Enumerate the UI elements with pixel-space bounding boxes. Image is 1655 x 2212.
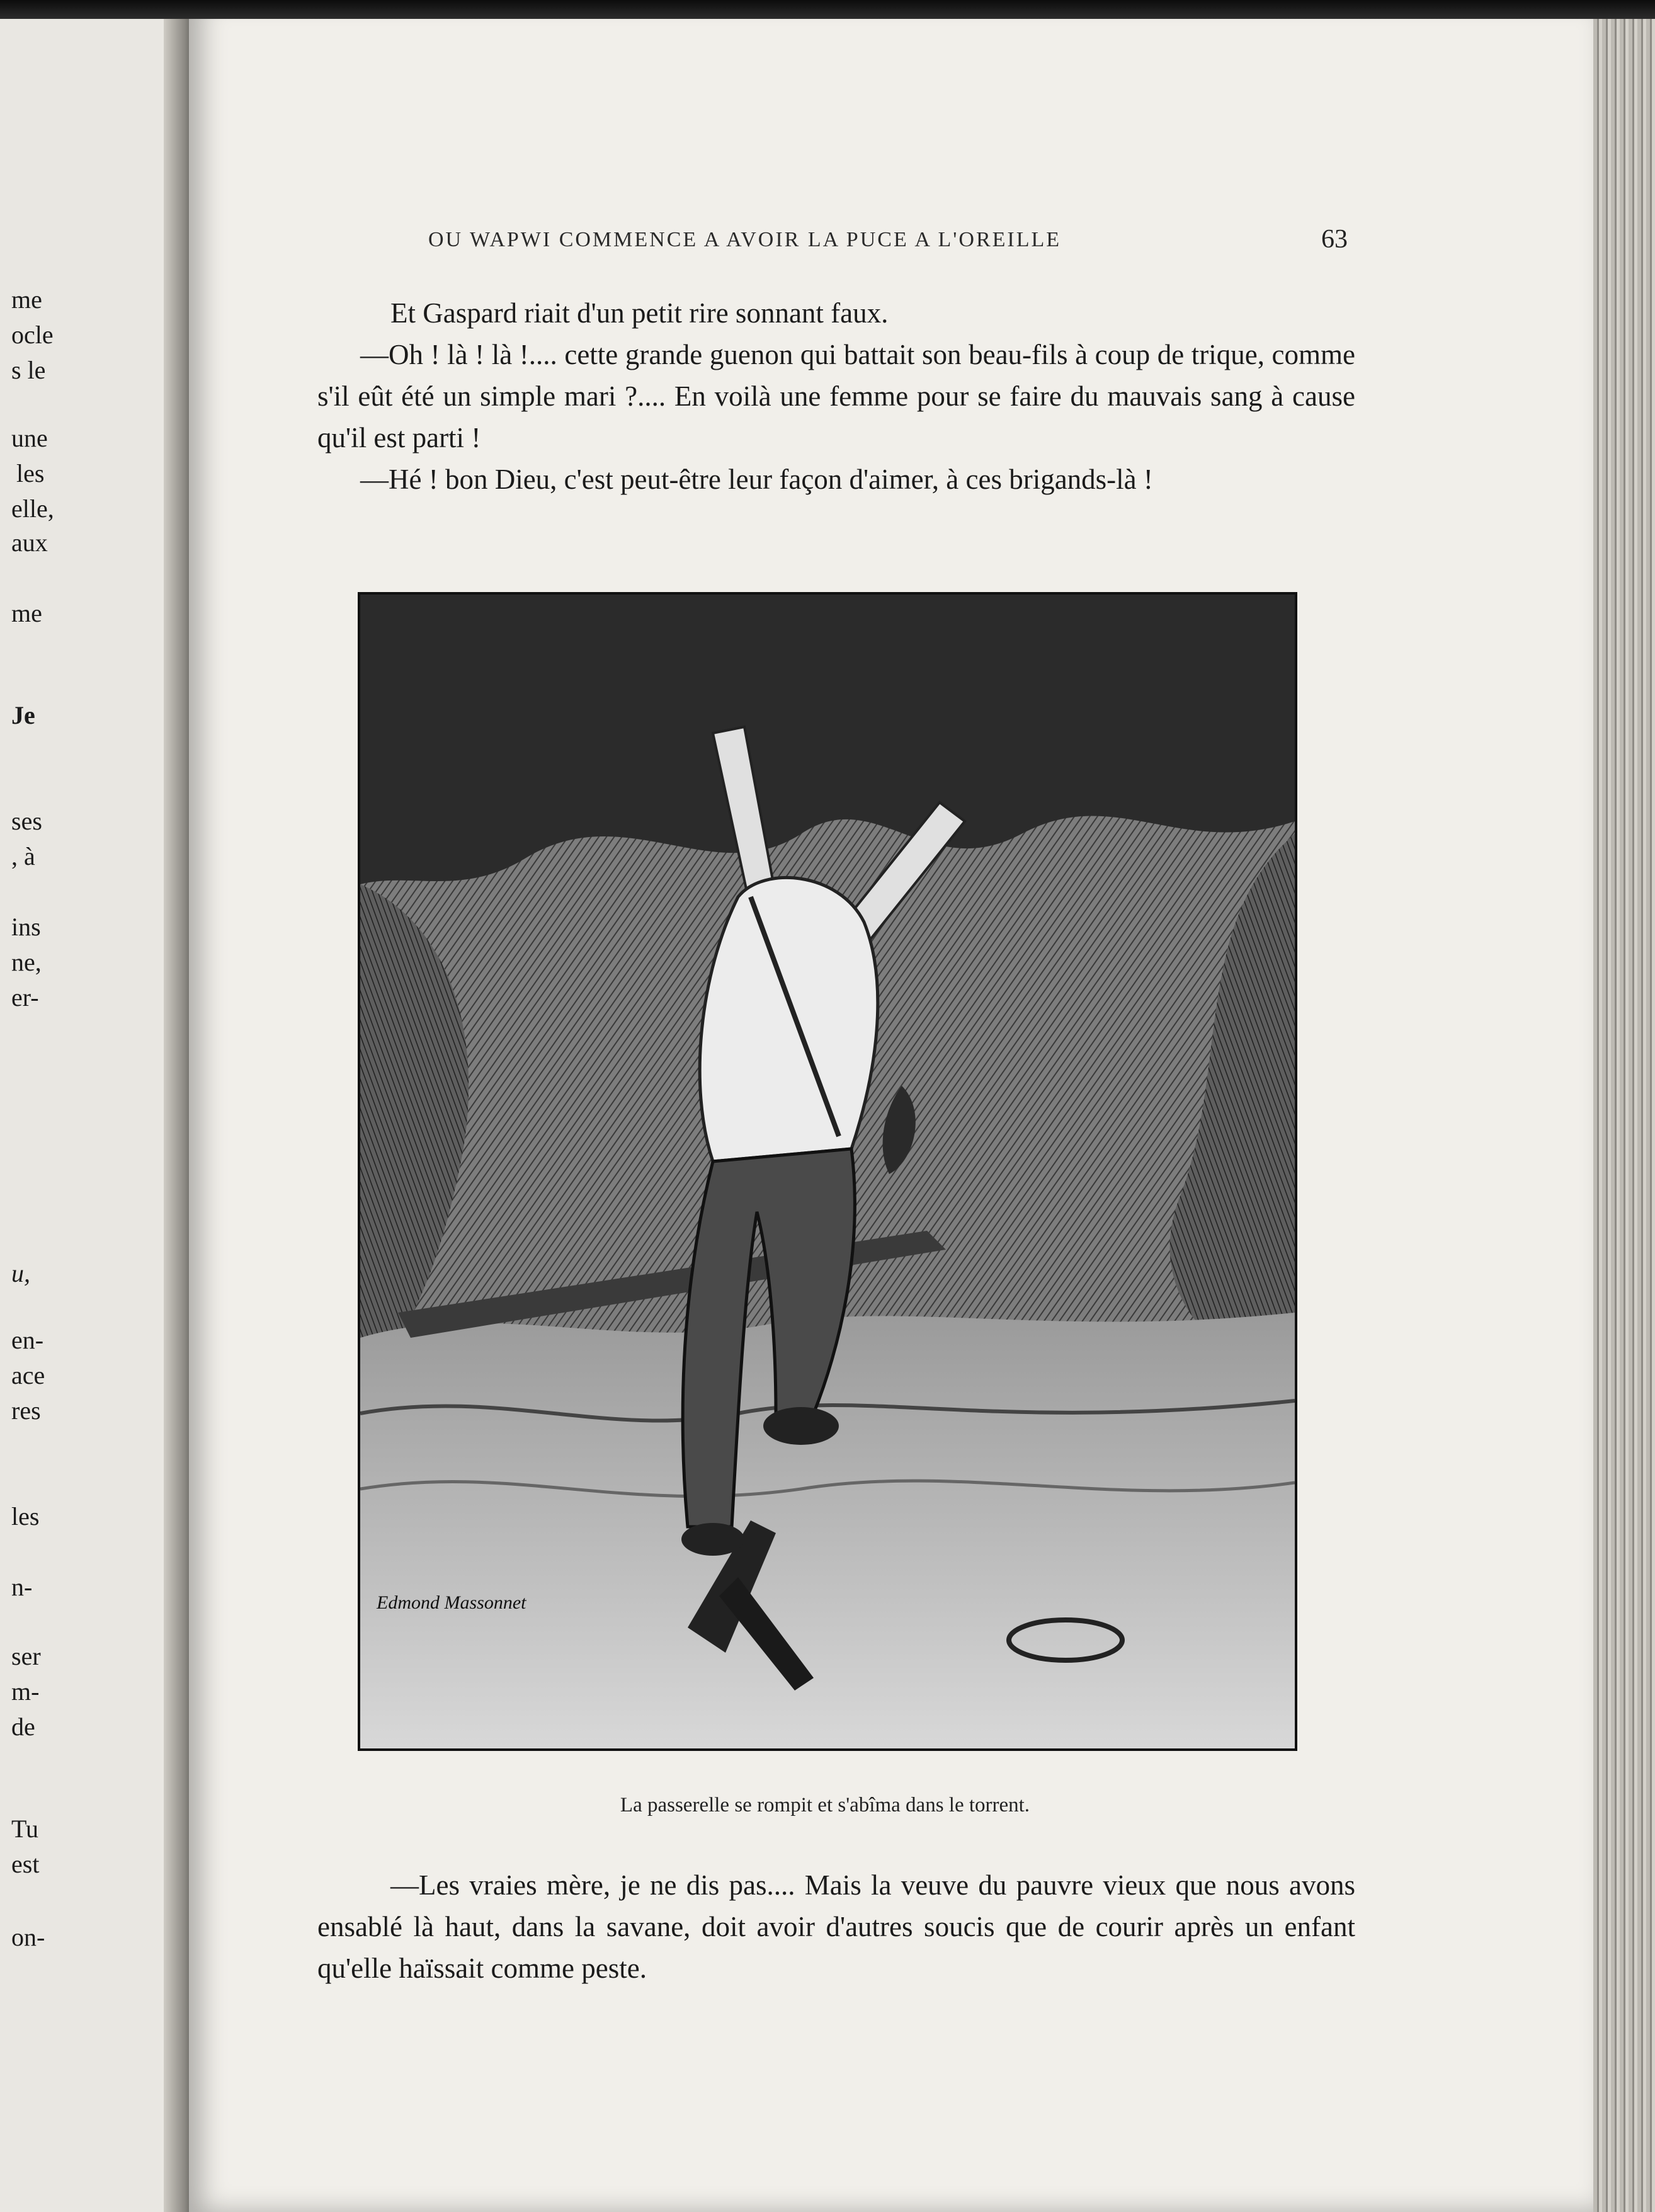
left-fragment: Tu (11, 1815, 39, 1843)
shirt (700, 877, 878, 1161)
left-fragment: ser (11, 1642, 41, 1670)
lower-text (317, 1864, 1355, 1989)
left-fragment: les (16, 459, 45, 487)
left-fragment: en- (11, 1326, 44, 1354)
left-fragment: m- (11, 1677, 40, 1706)
engraving-illustration (358, 592, 1297, 1751)
illustration-caption: La passerelle se rompit et s'abîma dans le torrent. (620, 1794, 1030, 1816)
left-fragment: aux (11, 528, 48, 557)
left-fragment: ins (11, 913, 41, 941)
left-fragment: u, (11, 1259, 30, 1287)
page-edge (1593, 0, 1655, 2212)
left-fragment: n- (11, 1573, 33, 1601)
left-fragment: er- (11, 983, 39, 1012)
left-fragment: on- (11, 1923, 45, 1951)
left-fragment: ace (11, 1361, 45, 1389)
running-header: OU WAPWI COMMENCE A AVOIR LA PUCE A L'OREILLE (428, 228, 1062, 251)
left-fragment: ne, (11, 948, 42, 976)
left-fragment: , à (11, 842, 35, 870)
upper-text (317, 292, 1355, 500)
left-fragment: les (11, 1502, 40, 1531)
boot (681, 1523, 744, 1556)
paragraph: —Oh ! là ! là !.... cette grande guenon qui battait son beau-fils à coup de trique, comme s'il eût été un simple mari ?.... En voilà une femme pour se faire du mauvais sang à cause qu'il est parti ! (317, 339, 1355, 453)
left-fragment: ses (11, 807, 42, 835)
left-fragment: me (11, 285, 42, 314)
paragraph: Et Gaspard riait d'un petit rire sonnant faux. (390, 297, 889, 329)
paragraph: —Hé ! bon Dieu, c'est peut-être leur façon d'aimer, à ces brigands-là ! (360, 464, 1153, 495)
boot (763, 1407, 839, 1445)
left-fragment: de (11, 1713, 35, 1741)
left-fragment: Je (11, 701, 35, 729)
left-fragment: elle, (11, 494, 54, 523)
left-fragment: res (11, 1396, 41, 1425)
left-fragment: est (11, 1850, 40, 1878)
left-fragment: une (11, 424, 48, 452)
page-number: 63 (1321, 225, 1348, 254)
left-fragment: ocle (11, 321, 54, 349)
left-fragment: s le (11, 356, 46, 384)
paragraph: —Les vraies mère, je ne dis pas.... Mais la veuve du pauvre vieux que nous avons ensablé là haut, dans la savane, doit avoir d'autres soucis que de courir après un enfant qu'elle haïssait comme peste. (317, 1869, 1355, 1984)
left-fragment: me (11, 599, 42, 627)
artist-signature: Edmond Massonnet (377, 1592, 526, 1613)
scan-top-border (0, 0, 1655, 19)
